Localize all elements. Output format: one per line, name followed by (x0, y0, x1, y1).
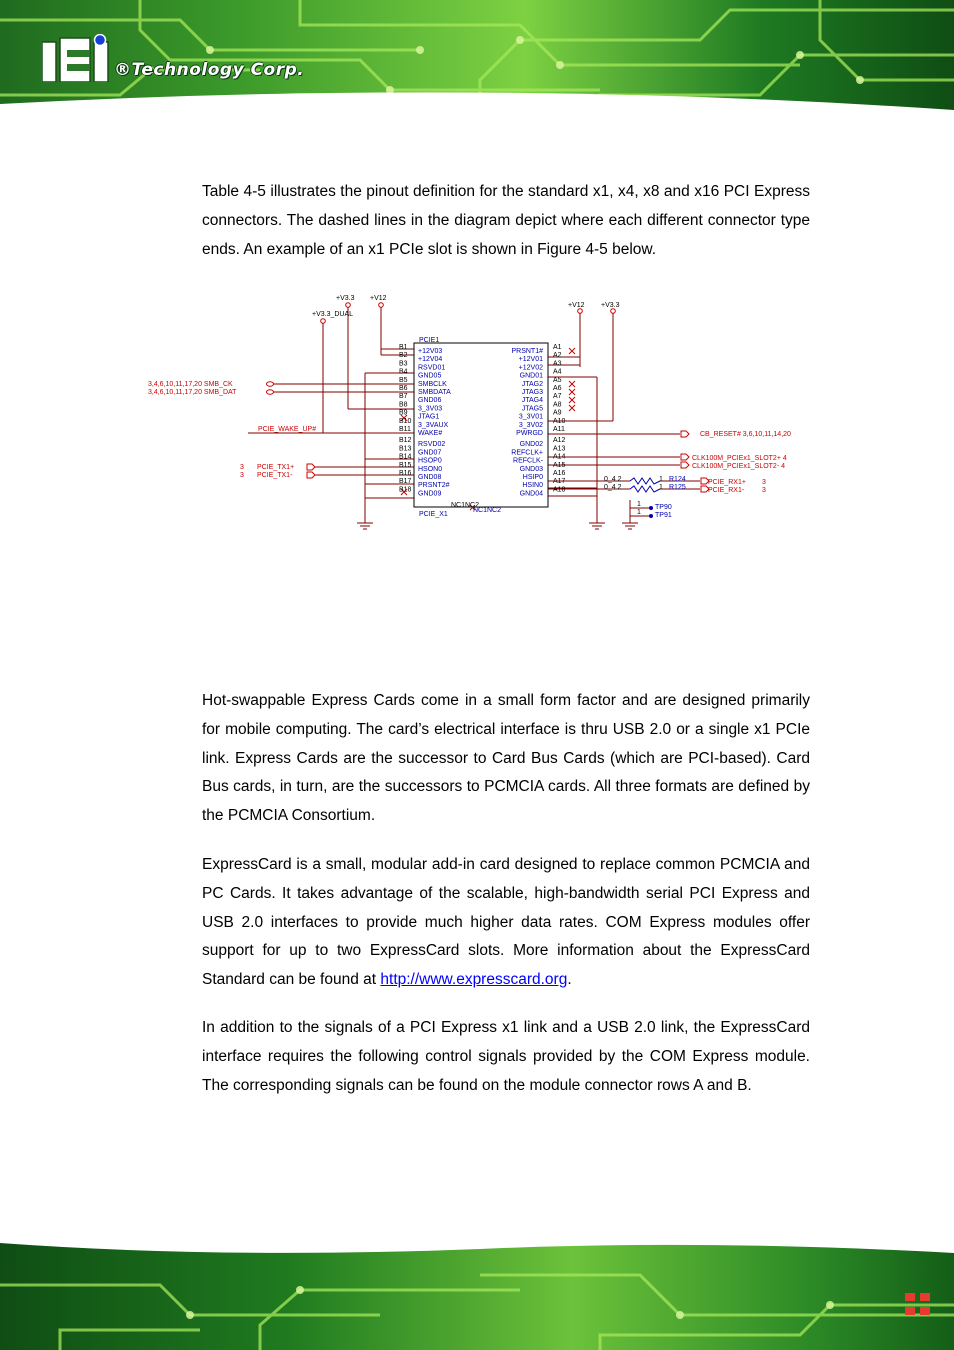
paragraph-expresscard-intro (202, 851, 810, 995)
pin-name-right: +12V02 (518, 364, 543, 372)
pcb-circuit-background (0, 1235, 954, 1350)
net-wake: PCIE_WAKE_UP# (258, 426, 317, 433)
expresscard-link[interactable]: http://www.expresscard.org (380, 971, 568, 989)
net-smb-ck: 3,4,6,10,11,17,20 SMB_CK (148, 381, 233, 388)
part-value: PCIE_X1 (419, 511, 448, 518)
pin-number-left: B14 (399, 453, 412, 461)
pin-number-left: B10 (399, 417, 412, 425)
pin-number-left: B8 (399, 401, 408, 409)
pin-number-left: B4 (399, 368, 408, 376)
pin-number-right: A9 (553, 409, 562, 417)
r125-value: 0_4 2 (604, 484, 622, 491)
pin-number-left: B1 (399, 344, 408, 351)
pin-name-left: GND09 (418, 490, 442, 498)
pin-name-right: JTAG2 (521, 380, 543, 388)
pin-name-right: GND02 (519, 441, 543, 449)
net-rx1p: PCIE_RX1+ (708, 479, 746, 486)
pin-number-left: B15 (399, 461, 412, 469)
net-rx1n-ref: 3 (762, 487, 766, 494)
company-name: ®Technology Corp. (114, 60, 305, 80)
pin-number-left: B17 (399, 478, 412, 486)
pin-number-right: A4 (553, 368, 562, 376)
tp90-pin: 1 (637, 501, 641, 508)
tp91-pin: 1 (637, 509, 641, 516)
tp90-ref: TP90 (655, 504, 672, 511)
pin-number-left: B9 (399, 409, 408, 417)
net-rx1p-ref: 3 (762, 479, 766, 486)
r124-ref: R124 (669, 476, 686, 483)
net-tx1p: PCIE_TX1+ (257, 464, 295, 471)
pin-number-right: A17 (553, 478, 566, 486)
pin-name-left: GND08 (418, 474, 442, 481)
paragraph-pinout-intro: Table 4-5 illustrates the pinout definition for the standard x1, x4, x8 and x16 PCI Express connectors. The dashed lines in the diagram depict where each different connector type ends. An example of an x1 PCIe slot is shown in Figure 4-5 below. (202, 183, 810, 258)
net-tx1n-ref: 3 (240, 472, 244, 479)
net-cb-reset: CB_RESET# 3,6,10,11,14,20 (700, 431, 791, 438)
pin-number-right: A7 (553, 393, 562, 401)
pin-number-left: B2 (399, 352, 408, 360)
pin-name-left: PRSNT2# (418, 482, 450, 490)
pin-number-right: A11 (553, 426, 565, 433)
pin-number-right: A18 (553, 486, 566, 494)
r125-ref: R125 (669, 484, 686, 491)
part-ref: PCIE1 (419, 337, 440, 344)
pin-name-right: PWRGD (516, 430, 543, 437)
pin-name-right: JTAG4 (521, 397, 543, 405)
iei-logo (42, 34, 116, 82)
expresscard-text-end: . (567, 971, 572, 989)
nc-label: NC1NC2 (451, 502, 480, 509)
pin-name-right: GND03 (519, 465, 543, 473)
pin-number-right: A15 (553, 461, 566, 469)
pin-name-right: REFCLK+ (511, 449, 543, 457)
tp91-ref: TP91 (655, 512, 672, 519)
power-v12-right: +V12 (568, 302, 585, 309)
pin-name-right: GND04 (519, 490, 543, 498)
expresscard-text: ExpressCard is a small, modular add-in card designed to replace common PCMCIA and PC Cards. It takes advantage of the scalable, high-bandwidth serial PCI Express and USB 2.0 interfaces to provide much higher data rates. COM Express modules offer support for up to two ExpressCard slots. More information about the ExpressCard Standard can be found at (202, 856, 810, 989)
footer-band (0, 1235, 954, 1350)
pin-number-right: A2 (553, 352, 562, 360)
net-tx1n: PCIE_TX1- (257, 472, 293, 479)
pin-name-right: JTAG5 (521, 405, 543, 413)
net-clk-n: CLK100M_PCIEx1_SLOT2- 4 (692, 463, 785, 470)
pin-name-left: GND06 (418, 397, 442, 405)
pin-name-left: RSVD02 (418, 441, 446, 449)
pin-name-left: +12V04 (418, 356, 443, 364)
pin-number-right: A1 (553, 344, 562, 351)
pin-name-right: HSIN0 (522, 482, 543, 490)
pin-name-left: +12V03 (418, 348, 443, 355)
pin-number-left: B7 (399, 393, 408, 401)
pin-name-right: HSIP0 (522, 474, 543, 481)
pin-number-left: B6 (399, 385, 408, 392)
pin-name-left: JTAG1 (418, 413, 440, 421)
pin-number-right: A12 (553, 437, 566, 445)
power-v12-left: +V12 (370, 295, 387, 302)
pin-name-right: 3_3V02 (518, 421, 543, 429)
r124-value: 0_4 2 (604, 476, 622, 483)
pin-name-right: GND01 (519, 372, 543, 380)
pin-name-right: +12V01 (518, 356, 543, 364)
paragraph-express-cards: Hot-swappable Express Cards come in a small form factor and are designed primarily for mobile computing. The card’s electrical interface is thru USB 2.0 or a single x1 PCIe link. Express Cards are the successor to Card Bus Cards (which are PCI-based). Card Bus cards, in turn, are the successors to PCMCIA cards. All three formats are defined by the PCMCIA Consortium. (202, 692, 810, 825)
pin-name-right: 3_3V01 (518, 413, 543, 421)
pin-number-right: A6 (553, 385, 562, 392)
net-smb-dat: 3,4,6,10,11,17,20 SMB_DAT (148, 389, 237, 396)
pin-number-right: A5 (553, 376, 562, 384)
pin-name-left: RSVD01 (418, 364, 446, 372)
pin-number-left: B3 (399, 360, 408, 368)
pin-number-right: A3 (553, 360, 562, 368)
r124-pin: 1 (659, 476, 663, 483)
pin-number-left: B12 (399, 437, 412, 445)
power-v33-right: +V3.3 (601, 302, 620, 309)
pcie-x1-schematic (140, 285, 820, 545)
power-v33-left: +V3.3 (336, 295, 355, 302)
pin-number-right: A8 (553, 401, 562, 409)
net-rx1n: PCIE_RX1- (708, 487, 745, 494)
pin-name-left: 3_3VAUX (418, 421, 449, 429)
pin-name-left: SMBCLK (418, 380, 447, 388)
pin-name-right: JTAG3 (521, 389, 543, 396)
pin-number-right: A10 (553, 417, 566, 425)
pin-name-left: SMBDATA (418, 389, 451, 396)
pin-number-left: B16 (399, 470, 412, 477)
power-v33-dual: +V3.3_DUAL (312, 311, 354, 318)
pin-name-left: 3_3V03 (418, 405, 443, 413)
pcb-circuit-background (0, 0, 954, 115)
pin-name-left: HSOP0 (418, 457, 442, 465)
pin-number-left: B13 (399, 445, 412, 453)
pin-number-right: A13 (553, 445, 566, 453)
net-clk-p: CLK100M_PCIEx1_SLOT2+ 4 (692, 455, 787, 462)
pin-name-left: HSON0 (418, 465, 443, 473)
pin-number-left: B11 (399, 426, 411, 433)
pin-name-right: REFCLK- (513, 457, 543, 465)
pin-name-left: GND07 (418, 449, 442, 457)
header-band (0, 0, 954, 115)
pin-number-right: A16 (553, 470, 566, 477)
pin-name-left: GND05 (418, 372, 442, 380)
nc-label-2: NC1NC2 (473, 507, 502, 514)
pin-number-left: B5 (399, 376, 408, 384)
pin-name-right: PRSNT1# (511, 348, 543, 355)
pin-name-left: WAKE# (418, 430, 443, 437)
pin-number-right: A14 (553, 453, 566, 461)
paragraph-control-signals: In addition to the signals of a PCI Express x1 link and a USB 2.0 link, the ExpressCard interface requires the following control signals provided by the COM Express module. The corresponding signals can be found on the module connector rows A and B. (202, 1019, 810, 1094)
pin-number-left: B18 (399, 486, 412, 494)
r125-pin: 1 (659, 484, 663, 491)
net-tx1p-ref: 3 (240, 464, 244, 471)
